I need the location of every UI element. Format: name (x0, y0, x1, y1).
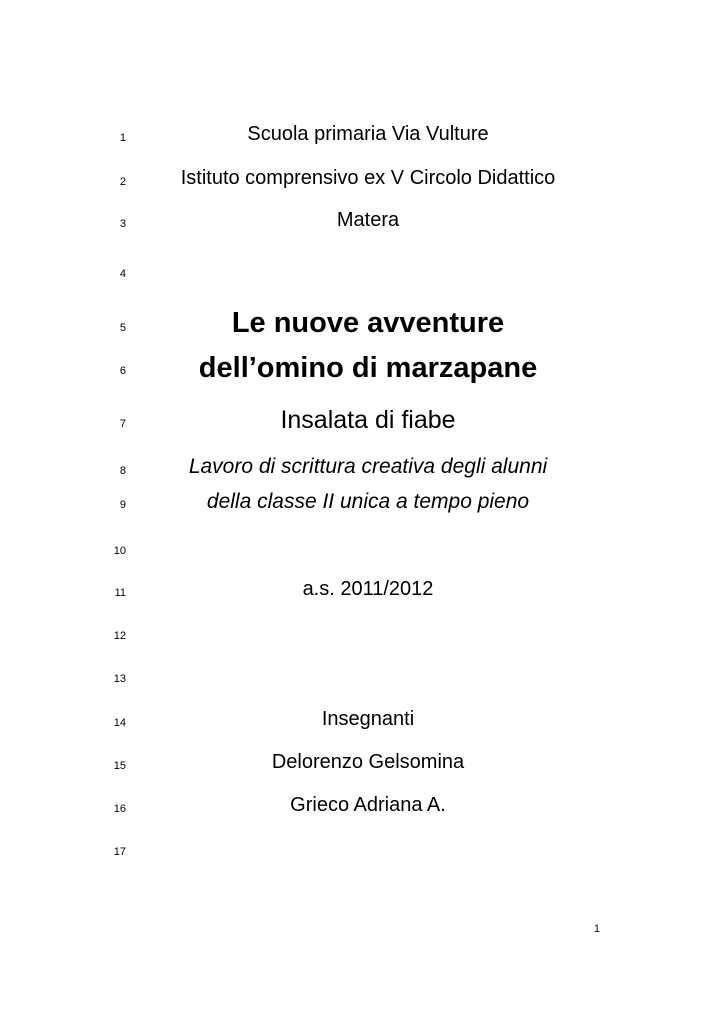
institute-name: Istituto comprensivo ex V Circolo Didattico (180, 167, 556, 189)
line-number: 8 (119, 465, 126, 477)
page-number: 1 (593, 923, 600, 935)
school-name: Scuola primaria Via Vulture (247, 123, 489, 145)
line-number: 13 (113, 673, 126, 685)
school-year: a.s. 2011/2012 (302, 578, 434, 600)
line-number: 5 (119, 322, 126, 334)
teacher-name: Grieco Adriana A. (290, 794, 446, 816)
line-number: 4 (119, 268, 126, 280)
line-number: 14 (113, 717, 126, 729)
line-number: 15 (113, 760, 126, 772)
line-number: 1 (119, 132, 126, 144)
description-line-1: Lavoro di scrittura creativa degli alunni (188, 455, 548, 478)
line-number: 11 (114, 587, 126, 599)
title-line-2: dell’omino di marzapane (198, 352, 538, 384)
city-name: Matera (336, 209, 400, 231)
line-number: 16 (113, 803, 126, 815)
subtitle: Insalata di fiabe (280, 406, 456, 434)
line-number: 9 (119, 499, 126, 511)
line-number: 2 (119, 176, 126, 188)
line-number: 12 (113, 630, 126, 642)
line-number: 6 (119, 365, 126, 377)
title-line-1: Le nuove avventure (231, 307, 505, 339)
line-number: 7 (119, 418, 126, 430)
teacher-name: Delorenzo Gelsomina (271, 751, 465, 773)
line-number: 10 (113, 545, 126, 557)
line-number: 3 (119, 218, 126, 230)
teachers-heading: Insegnanti (321, 708, 415, 730)
description-line-2: della classe II unica a tempo pieno (206, 490, 530, 513)
line-number: 17 (113, 846, 126, 858)
